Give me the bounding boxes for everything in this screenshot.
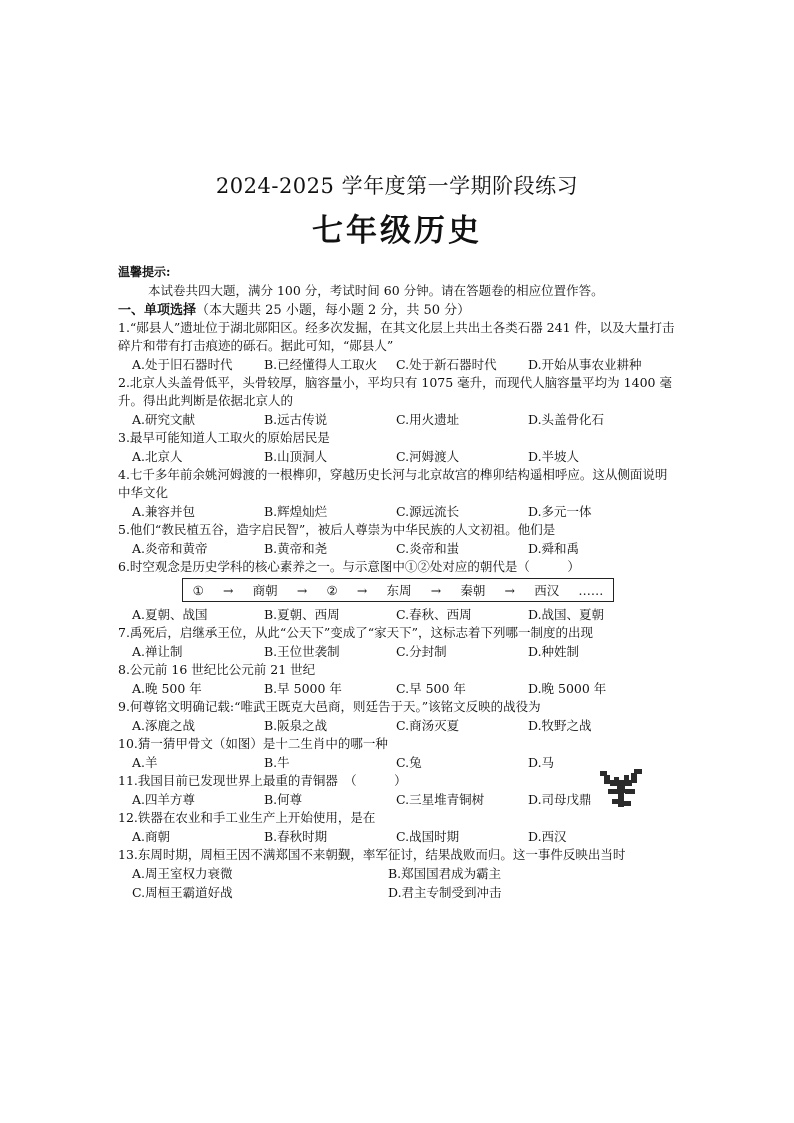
- option-d: D.西汉: [528, 829, 567, 844]
- tips-text: 本试卷共四大题，满分 100 分，考试时间 60 分钟。请在答题卷的相应位置作答。: [148, 283, 604, 298]
- question-stem: 9.何尊铭文明确记载:“唯武王既克大邑商，则廷告于天。”该铭文反映的战役为: [118, 699, 541, 714]
- option-d: D.开始从事农业耕种: [528, 357, 642, 372]
- option-c: C.战国时期: [396, 829, 460, 844]
- question-stem: 1.“郧县人”遗址位于湖北郧阳区。经多次发掘，在其文化层上共出土各类石器 241 件，以及大量打击碎片和带有打击痕迹的砾石。据此可知，“郧县人”: [118, 320, 675, 353]
- option-d: D.舜和禹: [528, 541, 580, 556]
- option-b: B.辉煌灿烂: [264, 504, 328, 519]
- question-stem: 6.时空观念是历史学科的核心素养之一。与示意图中①②处对应的朝代是（ ）: [118, 559, 580, 574]
- option-c: C.商汤灭夏: [396, 718, 460, 733]
- question-stem: 7.禹死后，启继承王位，从此“公天下”变成了“家天下”，这标志着下列哪一制度的出现: [118, 625, 593, 640]
- question-options: [132, 790, 678, 809]
- option-b: B.已经懂得人工取火: [264, 357, 378, 372]
- section-title: 一、单项选择: [118, 303, 197, 318]
- option-b: B.春秋时期: [264, 829, 328, 844]
- question-12: [118, 809, 678, 846]
- timeline-ellipsis: ……: [578, 582, 604, 598]
- question-options: [132, 883, 678, 902]
- option-b: B.山顶洞人: [264, 449, 328, 464]
- exam-title: 2024-2025 学年度第一学期阶段练习: [215, 174, 579, 198]
- question-stem: 3.最早可能知道人工取火的原始居民是: [118, 430, 330, 445]
- option-c: C.源远流长: [396, 504, 460, 519]
- question-6: [118, 558, 678, 624]
- timeline-item: 西汉: [534, 583, 560, 598]
- option-c: C.分封制: [396, 644, 447, 659]
- option-a: A.周王室权力衰微: [132, 866, 233, 881]
- timeline-item: 东周: [386, 583, 412, 598]
- question-options: [132, 447, 678, 466]
- question-5: [118, 521, 678, 558]
- question-1: [118, 319, 678, 374]
- oracle-bone-glyph-image: [598, 765, 644, 811]
- option-d: D.多元一体: [528, 504, 592, 519]
- question-options: [132, 827, 678, 846]
- option-d: D.半坡人: [528, 449, 580, 464]
- question-2: [118, 374, 678, 429]
- option-b: B.夏朝、西周: [264, 607, 340, 622]
- option-a: A.涿鹿之战: [132, 718, 196, 733]
- option-a: A.商朝: [132, 829, 171, 844]
- option-a: A.处于旧石器时代: [132, 357, 233, 372]
- tips-label: 温馨提示:: [118, 265, 171, 279]
- timeline-item: 商朝: [252, 583, 278, 598]
- question-options: [132, 605, 678, 624]
- option-d: D.马: [528, 755, 555, 770]
- question-options: [132, 502, 678, 521]
- option-c: C.用火遗址: [396, 412, 460, 427]
- question-13: [118, 846, 678, 902]
- section-heading: [118, 299, 470, 318]
- option-d: D.牧野之战: [528, 718, 592, 733]
- option-d: D.种姓制: [528, 644, 580, 659]
- question-options: [132, 642, 678, 661]
- question-9: [118, 698, 678, 735]
- option-b: B.远古传说: [264, 412, 328, 427]
- timeline-arrow: →: [356, 582, 368, 598]
- question-options: [132, 410, 678, 429]
- option-a: A.四羊方尊: [132, 792, 196, 807]
- question-options: [132, 864, 678, 883]
- exam-subject: 七年级历史: [312, 213, 482, 249]
- option-c: C.炎帝和蚩: [396, 541, 460, 556]
- option-c: C.兔: [396, 755, 422, 770]
- dynasty-timeline: [182, 578, 614, 602]
- question-7: [118, 624, 678, 661]
- question-4: [118, 466, 678, 521]
- option-d: D.战国、夏朝: [528, 607, 605, 622]
- option-d: D.头盖骨化石: [528, 412, 605, 427]
- option-b: B.何尊: [264, 792, 303, 807]
- option-b: B.黄帝和尧: [264, 541, 328, 556]
- question-stem: 10.猜一猜甲骨文（如图）是十二生肖中的哪一种: [118, 736, 388, 751]
- question-options: [132, 753, 678, 772]
- timeline-arrow: →: [504, 582, 516, 598]
- option-c: C.处于新石器时代: [396, 357, 497, 372]
- option-a: A.北京人: [132, 449, 183, 464]
- question-list: [118, 319, 678, 902]
- question-stem: 12.铁器在农业和手工业生产上开始使用，是在: [118, 810, 376, 825]
- question-stem: 11.我国目前已发现世界上最重的青铜器 （ ）: [118, 773, 407, 788]
- option-a: A.炎帝和黄帝: [132, 541, 208, 556]
- question-options: [132, 716, 678, 735]
- question-10: [118, 735, 678, 772]
- question-options: [132, 539, 678, 558]
- option-a: A.晚 500 年: [132, 681, 202, 696]
- option-c: C.周桓王霸道好战: [132, 885, 233, 900]
- question-stem: 13.东周时期，周桓王因不满郑国不来朝觐，率军征讨，结果战败而归。这一事件反映出当时: [118, 847, 626, 862]
- option-c: C.春秋、西周: [396, 607, 472, 622]
- question-stem: 4.七千多年前余姚河姆渡的一根榫卯，穿越历史长河与北京故宫的榫卯结构遥相呼应。这从侧面说明中华文化: [118, 467, 668, 500]
- option-d: D.君主专制受到冲击: [388, 885, 502, 900]
- timeline-item: 秦朝: [460, 583, 486, 598]
- question-options: [132, 355, 678, 374]
- option-c: C.三星堆青铜树: [396, 792, 485, 807]
- option-b: B.牛: [264, 755, 290, 770]
- question-11: [118, 772, 678, 809]
- question-stem: 8.公元前 16 世纪比公元前 21 世纪: [118, 662, 316, 677]
- option-b: B.王位世袭制: [264, 644, 340, 659]
- option-b: B.阪泉之战: [264, 718, 328, 733]
- timeline-blank-2: ②: [326, 582, 338, 598]
- option-c: C.早 500 年: [396, 681, 466, 696]
- timeline-arrow: →: [222, 582, 234, 598]
- option-a: A.夏朝、战国: [132, 607, 208, 622]
- question-stem: 2.北京人头盖骨低平，头骨较厚，脑容量小，平均只有 1075 毫升，而现代人脑容量平均为 1400 毫升。得出此判断是依据北京人的: [118, 375, 672, 408]
- option-a: A.羊: [132, 755, 158, 770]
- question-8: [118, 661, 678, 698]
- question-stem: 5.他们“教民植五谷，造字启民智”，被后人尊崇为中华民族的人文初祖。他们是: [118, 522, 556, 537]
- option-a: A.禅让制: [132, 644, 183, 659]
- timeline-arrow: →: [296, 582, 308, 598]
- timeline-blank-1: ①: [192, 582, 204, 598]
- option-b: B.早 5000 年: [264, 681, 342, 696]
- option-d: D.司母戊鼎: [528, 792, 592, 807]
- section-note: （本大题共 25 小题，每小题 2 分，共 50 分）: [196, 303, 471, 318]
- option-c: C.河姆渡人: [396, 449, 460, 464]
- option-d: D.晚 5000 年: [528, 681, 607, 696]
- option-a: A.研究文献: [132, 412, 196, 427]
- question-options: [132, 679, 678, 698]
- timeline-arrow: →: [430, 582, 442, 598]
- question-3: [118, 429, 678, 466]
- option-b: B.郑国国君成为霸主: [388, 866, 502, 881]
- option-a: A.兼容并包: [132, 504, 196, 519]
